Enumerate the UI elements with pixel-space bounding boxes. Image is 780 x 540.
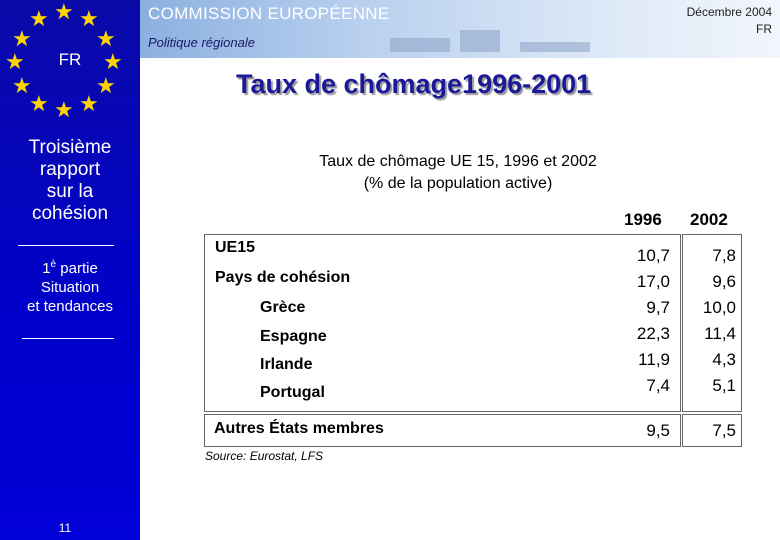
part-line: Situation [40,279,100,296]
row-label: Autres États membres [214,420,384,437]
value-2002: 7,8 [712,246,736,265]
value-1996: 9,5 [646,421,670,440]
report-title-line: sur la [46,181,94,202]
value-2002: 4,3 [712,350,736,369]
organization-name: COMMISSION EUROPÉENNE [148,4,390,23]
date-text: Décembre 2004 [686,5,772,19]
subtitle-line: (% de la population active) [363,175,553,192]
sidebar [0,0,140,540]
divider [18,245,114,246]
report-title-line: Troisième [28,137,112,158]
column-header-2002: 2002 [690,210,728,229]
source-note: Source: Eurostat, LFS [205,449,324,463]
value-1996: 9,7 [646,298,670,317]
row-label: Pays de cohésion [215,269,351,286]
value-1996: 10,7 [636,246,670,265]
value-2002: 9,6 [712,272,736,291]
report-title [0,137,140,225]
report-title-line: cohésion [31,203,109,224]
row-label: UE15 [215,239,256,256]
header-date [687,4,772,38]
column-header-1996: 1996 [624,210,662,229]
value-2002: 7,5 [712,421,736,440]
banner-decoration [520,42,590,52]
page-number: 11 [58,521,72,535]
language-code: FR [756,22,772,36]
part-line: et tendances [27,298,113,315]
row-label: Espagne [260,328,327,345]
value-2002: 10,0 [702,298,736,317]
banner-decoration [390,38,450,52]
report-title-line: rapport [39,159,101,180]
part-word: partie [60,260,98,277]
part-number: 1 [42,260,51,277]
value-2002: 11,4 [704,324,736,343]
row-label: Grèce [260,299,306,316]
part-superscript: è [50,259,57,270]
row-label: Irlande [260,356,313,373]
value-2002: 5,1 [712,376,736,395]
banner-decoration [460,30,500,52]
eu-stars-icon: ★ ★ ★ ★ ★ ★ ★ ★ ★ ★ ★ ★ [5,0,123,123]
divider [22,338,114,339]
value-1996: 7,4 [646,376,670,395]
country-code: FR [58,50,82,69]
slide-title: Taux de chômage1996-2001 [236,69,592,99]
value-1996: 17,0 [636,272,670,291]
row-label: Portugal [260,384,325,401]
value-1996: 11,9 [638,350,670,369]
subtitle-line: Taux de chômage UE 15, 1996 et 2002 [319,153,597,170]
table-subtitle [280,151,636,195]
department-name: Politique régionale [148,35,255,50]
value-1996: 22,3 [636,324,670,343]
part-label [0,255,140,316]
